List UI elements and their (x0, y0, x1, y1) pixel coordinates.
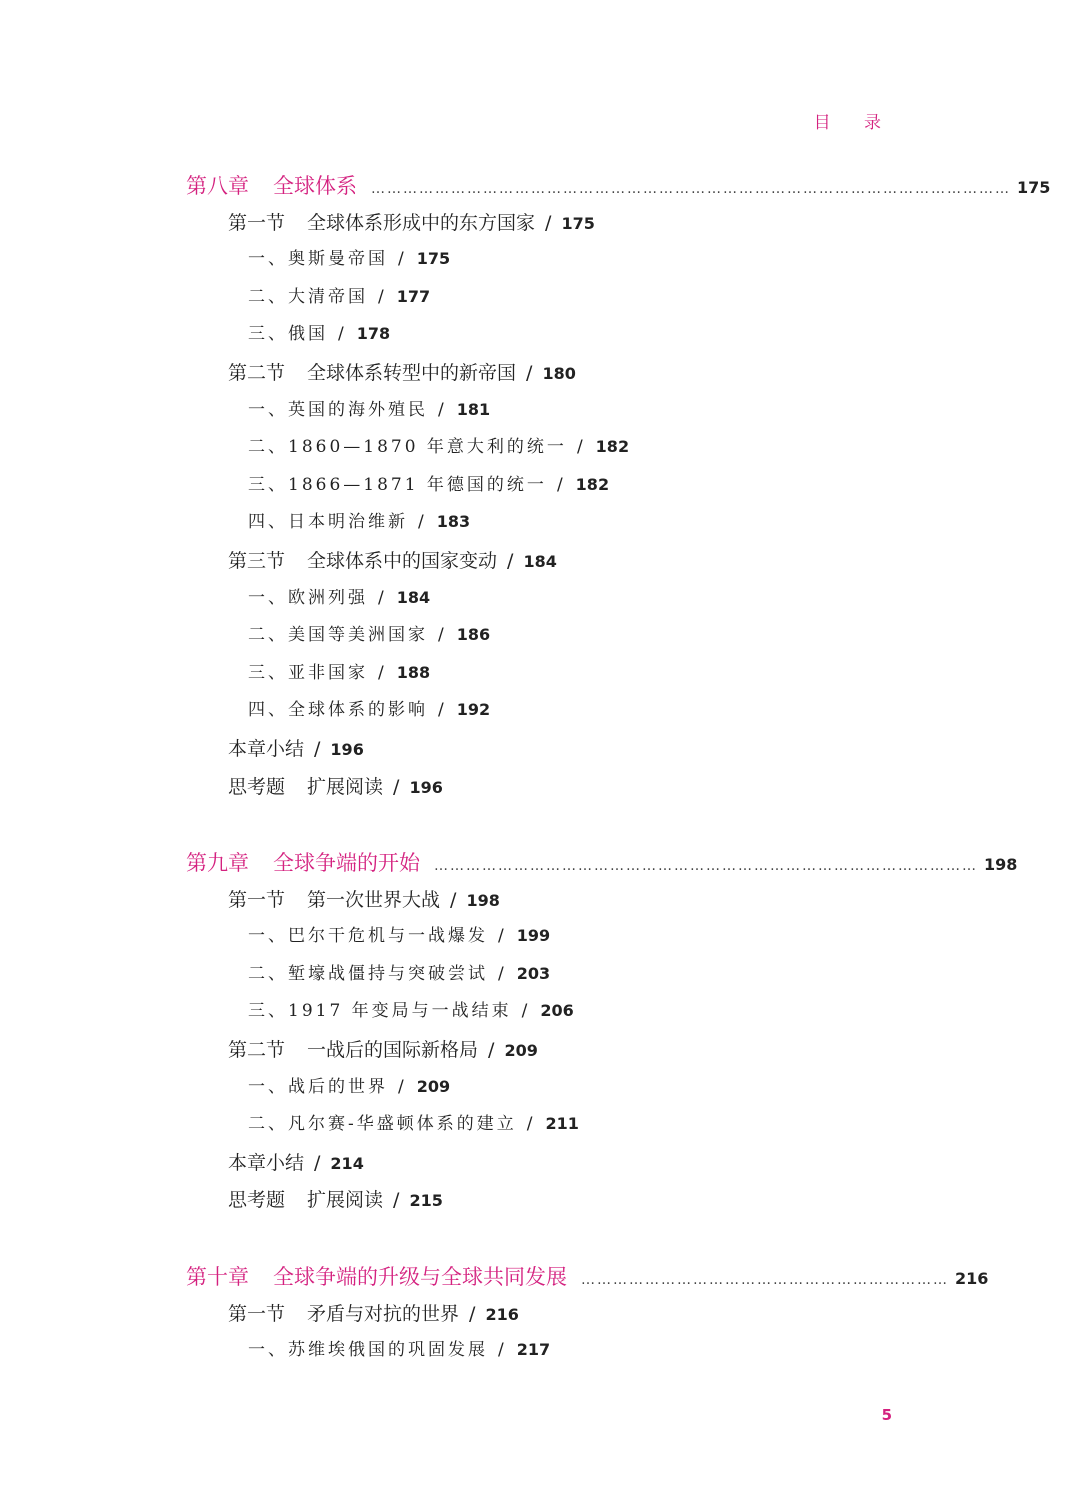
separator: / (498, 926, 507, 947)
section-label: 思考题 (228, 775, 286, 798)
section-label: 第一节 (228, 211, 286, 234)
toc-section[interactable] (228, 1041, 538, 1060)
separator: / (398, 1076, 407, 1097)
toc-section[interactable] (228, 888, 500, 911)
toc-item[interactable] (248, 587, 431, 608)
item-page: 177 (396, 286, 431, 306)
section-title: 全球体系转型中的新帝国 (307, 362, 517, 384)
item-title: 三、1866—1871 年德国的统一 (248, 474, 547, 495)
section-page: 215 (409, 1191, 443, 1211)
toc-item[interactable] (248, 928, 550, 945)
toc-section[interactable] (228, 1191, 443, 1210)
toc-item[interactable] (248, 963, 551, 984)
chapter-label: 第十章 (186, 1265, 249, 1289)
item-page: 206 (540, 1001, 574, 1021)
item-page: 192 (456, 700, 491, 720)
toc-item[interactable] (248, 1116, 579, 1133)
section-title: 一战后的国际新格局 (307, 1039, 479, 1061)
section-title: 全球体系中的国家变动 (307, 550, 498, 572)
section-label: 第一节 (228, 1302, 286, 1325)
item-title: 四、日本明治维新 (248, 512, 408, 533)
item-title: 二、凡尔赛-华盛顿体系的建立 (248, 1114, 517, 1135)
toc-item[interactable] (248, 474, 610, 495)
separator: / (393, 775, 400, 798)
item-title: 三、俄国 (248, 324, 328, 345)
item-title: 一、巴尔干危机与一战爆发 (248, 926, 488, 947)
separator: / (521, 1001, 531, 1022)
toc-section[interactable] (228, 211, 595, 234)
section-label: 第三节 (228, 550, 286, 572)
item-page: 188 (396, 662, 431, 682)
item-page: 184 (396, 587, 431, 607)
dot-leader: ………………………………………………………………………………………… (434, 858, 978, 874)
section-title: 矛盾与对抗的世界 (307, 1302, 460, 1325)
item-title: 一、欧洲列强 (248, 587, 368, 608)
separator: / (438, 700, 447, 721)
section-label: 第二节 (228, 1039, 286, 1061)
toc-item[interactable] (248, 326, 390, 343)
section-page: 209 (504, 1041, 538, 1060)
item-title: 二、大清帝国 (248, 286, 368, 307)
item-page: 182 (595, 437, 630, 457)
item-title: 三、1917 年变局与一战结束 (248, 1001, 512, 1022)
toc-section[interactable] (228, 740, 364, 759)
section-label: 第二节 (228, 362, 286, 384)
toc-chapter[interactable] (186, 1265, 989, 1289)
section-page: 198 (466, 890, 500, 910)
toc-item[interactable] (248, 1342, 550, 1359)
item-page: 199 (516, 926, 551, 946)
separator: / (438, 399, 447, 420)
section-title: 第一次世界大战 (307, 888, 441, 911)
separator: / (398, 249, 407, 270)
separator: / (450, 888, 457, 911)
toc-section[interactable] (228, 1151, 364, 1174)
page-number: 5 (881, 1406, 892, 1424)
item-page: 217 (516, 1340, 551, 1360)
item-page: 183 (436, 512, 471, 532)
toc-section[interactable] (228, 775, 443, 798)
section-page: 184 (523, 552, 557, 571)
separator: / (526, 1114, 536, 1135)
separator: / (469, 1302, 476, 1325)
separator: / (378, 662, 387, 683)
toc-item[interactable] (248, 514, 470, 531)
toc-item[interactable] (248, 662, 431, 683)
section-page: 180 (542, 364, 576, 383)
separator: / (438, 625, 447, 646)
running-header: 目 录 (813, 113, 895, 133)
item-title: 一、苏维埃俄国的巩固发展 (248, 1340, 488, 1361)
section-page: 216 (485, 1304, 519, 1324)
separator: / (314, 1151, 321, 1174)
item-page: 209 (416, 1076, 451, 1096)
separator: / (545, 211, 552, 234)
toc-section[interactable] (228, 1302, 519, 1325)
separator: / (378, 587, 387, 608)
chapter-label: 第八章 (186, 174, 249, 198)
separator: / (576, 437, 586, 458)
section-page: 196 (409, 777, 443, 797)
separator: / (338, 324, 347, 345)
toc-item[interactable] (248, 1076, 451, 1097)
section-label: 思考题 (228, 1189, 286, 1212)
toc-section[interactable] (228, 364, 576, 383)
item-page: 178 (356, 324, 391, 344)
chapter-page: 216 (955, 1269, 989, 1288)
chapter-page: 198 (984, 855, 1018, 874)
separator: / (526, 362, 533, 384)
toc-item[interactable] (248, 439, 629, 456)
separator: / (498, 963, 507, 984)
item-title: 二、1860—1870 年意大利的统一 (248, 437, 567, 458)
chapter-page: 175 (1017, 178, 1051, 197)
toc-section[interactable] (228, 552, 557, 571)
separator: / (556, 474, 566, 495)
section-title: 扩展阅读 (307, 1189, 384, 1212)
item-title: 一、奥斯曼帝国 (248, 249, 388, 270)
item-title: 三、亚非国家 (248, 662, 368, 683)
item-page: 181 (456, 399, 491, 419)
section-title: 全球体系形成中的东方国家 (307, 211, 536, 234)
toc-item[interactable] (248, 1003, 574, 1020)
item-page: 203 (516, 963, 551, 983)
toc-item[interactable] (248, 702, 490, 719)
separator: / (314, 738, 321, 760)
separator: / (498, 1340, 507, 1361)
chapter-title: 全球体系 (273, 174, 357, 198)
section-page: 196 (330, 740, 364, 759)
item-title: 二、堑壕战僵持与突破尝试 (248, 963, 488, 984)
section-page: 214 (330, 1153, 364, 1173)
dot-leader: ………………………………………………………………………………………………………… (371, 181, 1011, 197)
toc-chapter[interactable] (186, 174, 1051, 198)
section-title: 扩展阅读 (307, 775, 384, 798)
item-page: 211 (545, 1114, 579, 1134)
section-label: 第一节 (228, 888, 286, 911)
section-label: 本章小结 (228, 1151, 305, 1174)
item-title: 四、全球体系的影响 (248, 700, 428, 721)
toc-chapter[interactable] (186, 851, 1018, 875)
dot-leader: …………………………………………………………… (581, 1272, 949, 1288)
section-page: 175 (561, 213, 595, 233)
item-title: 一、英国的海外殖民 (248, 399, 428, 420)
item-title: 一、战后的世界 (248, 1076, 388, 1097)
separator: / (418, 512, 427, 533)
chapter-title: 全球争端的升级与全球共同发展 (273, 1265, 567, 1289)
separator: / (393, 1189, 400, 1212)
item-page: 182 (575, 474, 610, 494)
toc-item[interactable] (248, 251, 450, 268)
chapter-title: 全球争端的开始 (273, 851, 420, 875)
separator: / (488, 1039, 495, 1061)
section-label: 本章小结 (228, 738, 305, 760)
item-page: 186 (456, 625, 491, 645)
toc-item[interactable] (248, 399, 491, 420)
chapter-label: 第九章 (186, 851, 249, 875)
item-page: 175 (416, 249, 451, 269)
separator: / (378, 286, 387, 307)
toc-item[interactable] (248, 286, 431, 307)
item-title: 二、美国等美洲国家 (248, 625, 428, 646)
toc-item[interactable] (248, 627, 490, 644)
separator: / (507, 550, 514, 572)
